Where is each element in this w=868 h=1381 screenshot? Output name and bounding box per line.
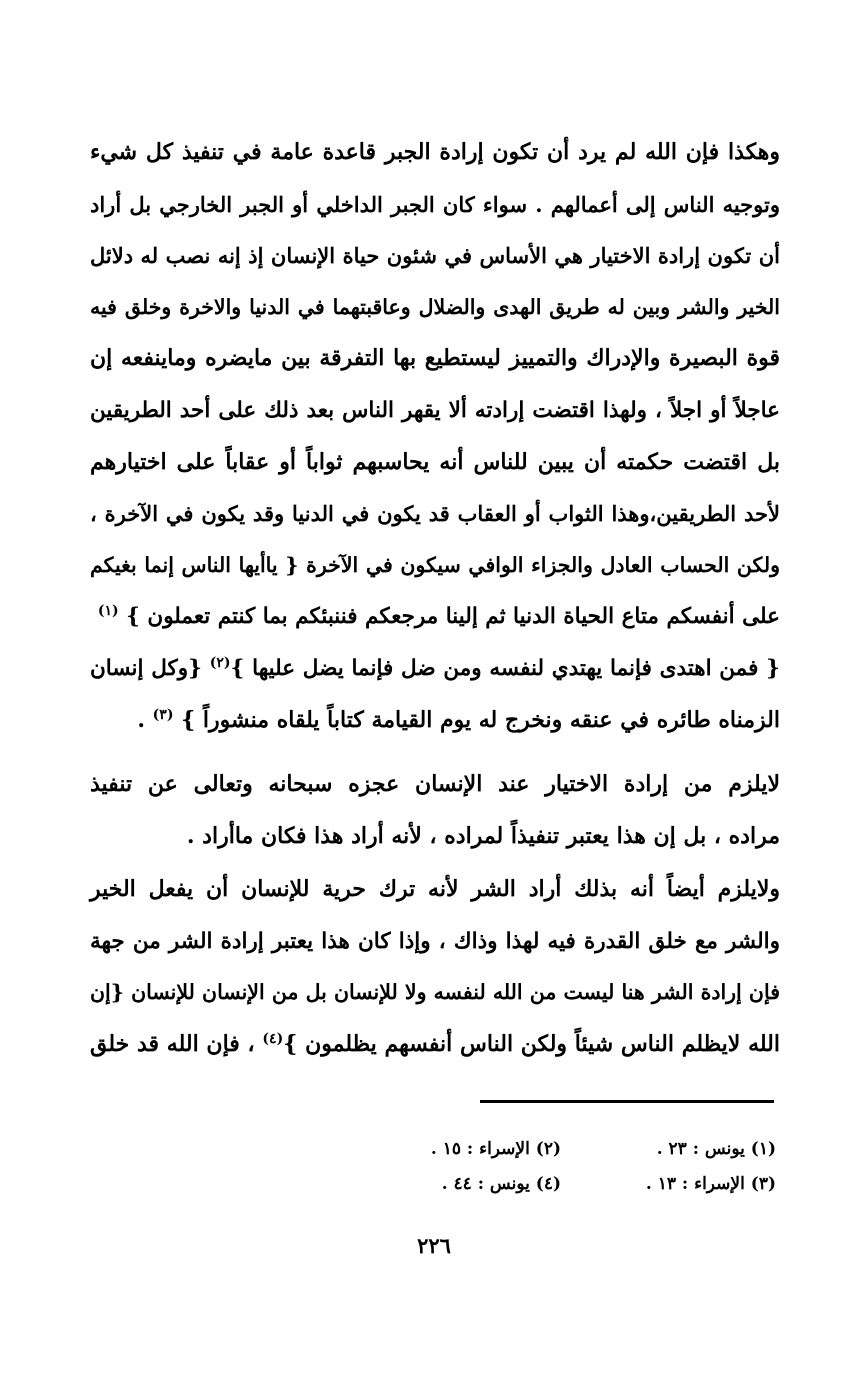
paragraph-2 <box>90 759 780 862</box>
footnote-2: (٢) الإسراء : ١٥ . <box>430 1139 561 1159</box>
text-line <box>90 1019 780 1071</box>
text-segment: على أنفسكم متاع الحياة الدنيا ثم إلينا مرجعكم فننبئكم بما كنتم تعملون } <box>126 604 780 630</box>
footnote-separator <box>480 1100 774 1103</box>
text-line: قوة البصيرة والإدراك والتمييز ليستطيع بها التفرقة بين مايضره وماينفعه إن <box>90 345 780 372</box>
text-segment: {وكل إنسان <box>90 655 202 681</box>
text-line: بل اقتضت حكمته أن يبين للناس أنه يحاسبهم ثواباً أو عقاباً على اختيارهم <box>90 448 780 475</box>
text-line: وهكذا فإن الله لم يرد أن تكون إرادة الجبر قاعدة عامة في تنفيذ كل شيء <box>90 139 780 165</box>
footnote-row <box>346 1132 776 1167</box>
footnote-ref-4: (٤) <box>262 1030 284 1047</box>
page-number: ٢٢٦ <box>417 1233 451 1258</box>
paragraph-1 <box>90 127 780 746</box>
footnotes <box>346 1132 776 1202</box>
text-segment: الله لايظلم الناس شيئاً ولكن الناس أنفسهم يظلمون } <box>283 1030 780 1057</box>
footnote-row <box>346 1167 776 1202</box>
text-segment: ، فإن الله قد خلق <box>90 1030 255 1057</box>
text-line: الخير والشر وبين له طريق الهدى والضلال وعاقبتهما في الدنيا والاخرة وخلق فيه <box>90 294 780 319</box>
text-line: ولايلزم أيضاً أنه بذلك أراد الشر لأنه ترك حرية للإنسان أن يفعل الخير <box>90 876 780 902</box>
text-line: أن تكون إرادة الاختيار هي الأساس في شئون حياة الإنسان إذ إنه نصب له دلائل <box>90 243 780 269</box>
text-line <box>90 643 780 695</box>
footnote-3: (٣) الإسراء : ١٣ . <box>645 1174 776 1194</box>
paragraph-3 <box>90 864 780 1070</box>
footnote-ref-2: (٢) <box>209 654 231 671</box>
text-line: مراده ، بل إن هذا يعتبر تنفيذاً لمراده ، لأنه أراد هذا فكان ماأراد . <box>186 822 780 849</box>
text-segment: { فمن اهتدى فإنما يهتدي لنفسه ومن ضل فإنما يضل عليها } <box>230 655 780 681</box>
text-line: والشر مع خلق القدرة فيه لهذا وذاك ، وإذا كان هذا يعتبر إرادة الشر من جهة <box>90 928 780 954</box>
text-line <box>90 695 780 747</box>
footnote-1: (١) يونس : ٢٣ . <box>656 1139 776 1159</box>
text-segment: الزمناه طائره في عنقه ونخرج له يوم القيامة كتاباً يلقاه منشوراً } <box>181 706 780 733</box>
text-line: وتوجيه الناس إلى أعمالهم . سواء كان الجبر الداخلي أو الجبر الخارجي بل أراد <box>90 191 780 217</box>
text-line: لايلزم من إرادة الاختيار عند الإنسان عجزه سبحانه وتعالى عن تنفيذ <box>90 771 780 797</box>
footnote-ref-3: (٣) <box>152 706 174 723</box>
text-line: فإن إرادة الشر هنا ليست من الله لنفسه ولا للإنسان بل من الإنسان للإنسان {إن <box>90 980 780 1005</box>
text-line: عاجلاً أو اجلاً ، ولهذا اقتضت إرادته ألا يقهر الناس بعد ذلك على أحد الطريقين <box>90 397 780 423</box>
text-line <box>90 591 780 643</box>
footnote-4: (٤) يونس : ٤٤ . <box>441 1174 561 1194</box>
footnote-ref-1: (١) <box>97 603 119 620</box>
text-line: ولكن الحساب العادل والجزاء الوافي سيكون في الآخرة { ياأيها الناس إنما بغيكم <box>90 552 780 577</box>
text-line: لأحد الطريقين،وهذا الثواب أو العقاب قد يكون في الدنيا وقد يكون في الآخرة ، <box>90 501 780 527</box>
text-segment: . <box>137 706 145 733</box>
